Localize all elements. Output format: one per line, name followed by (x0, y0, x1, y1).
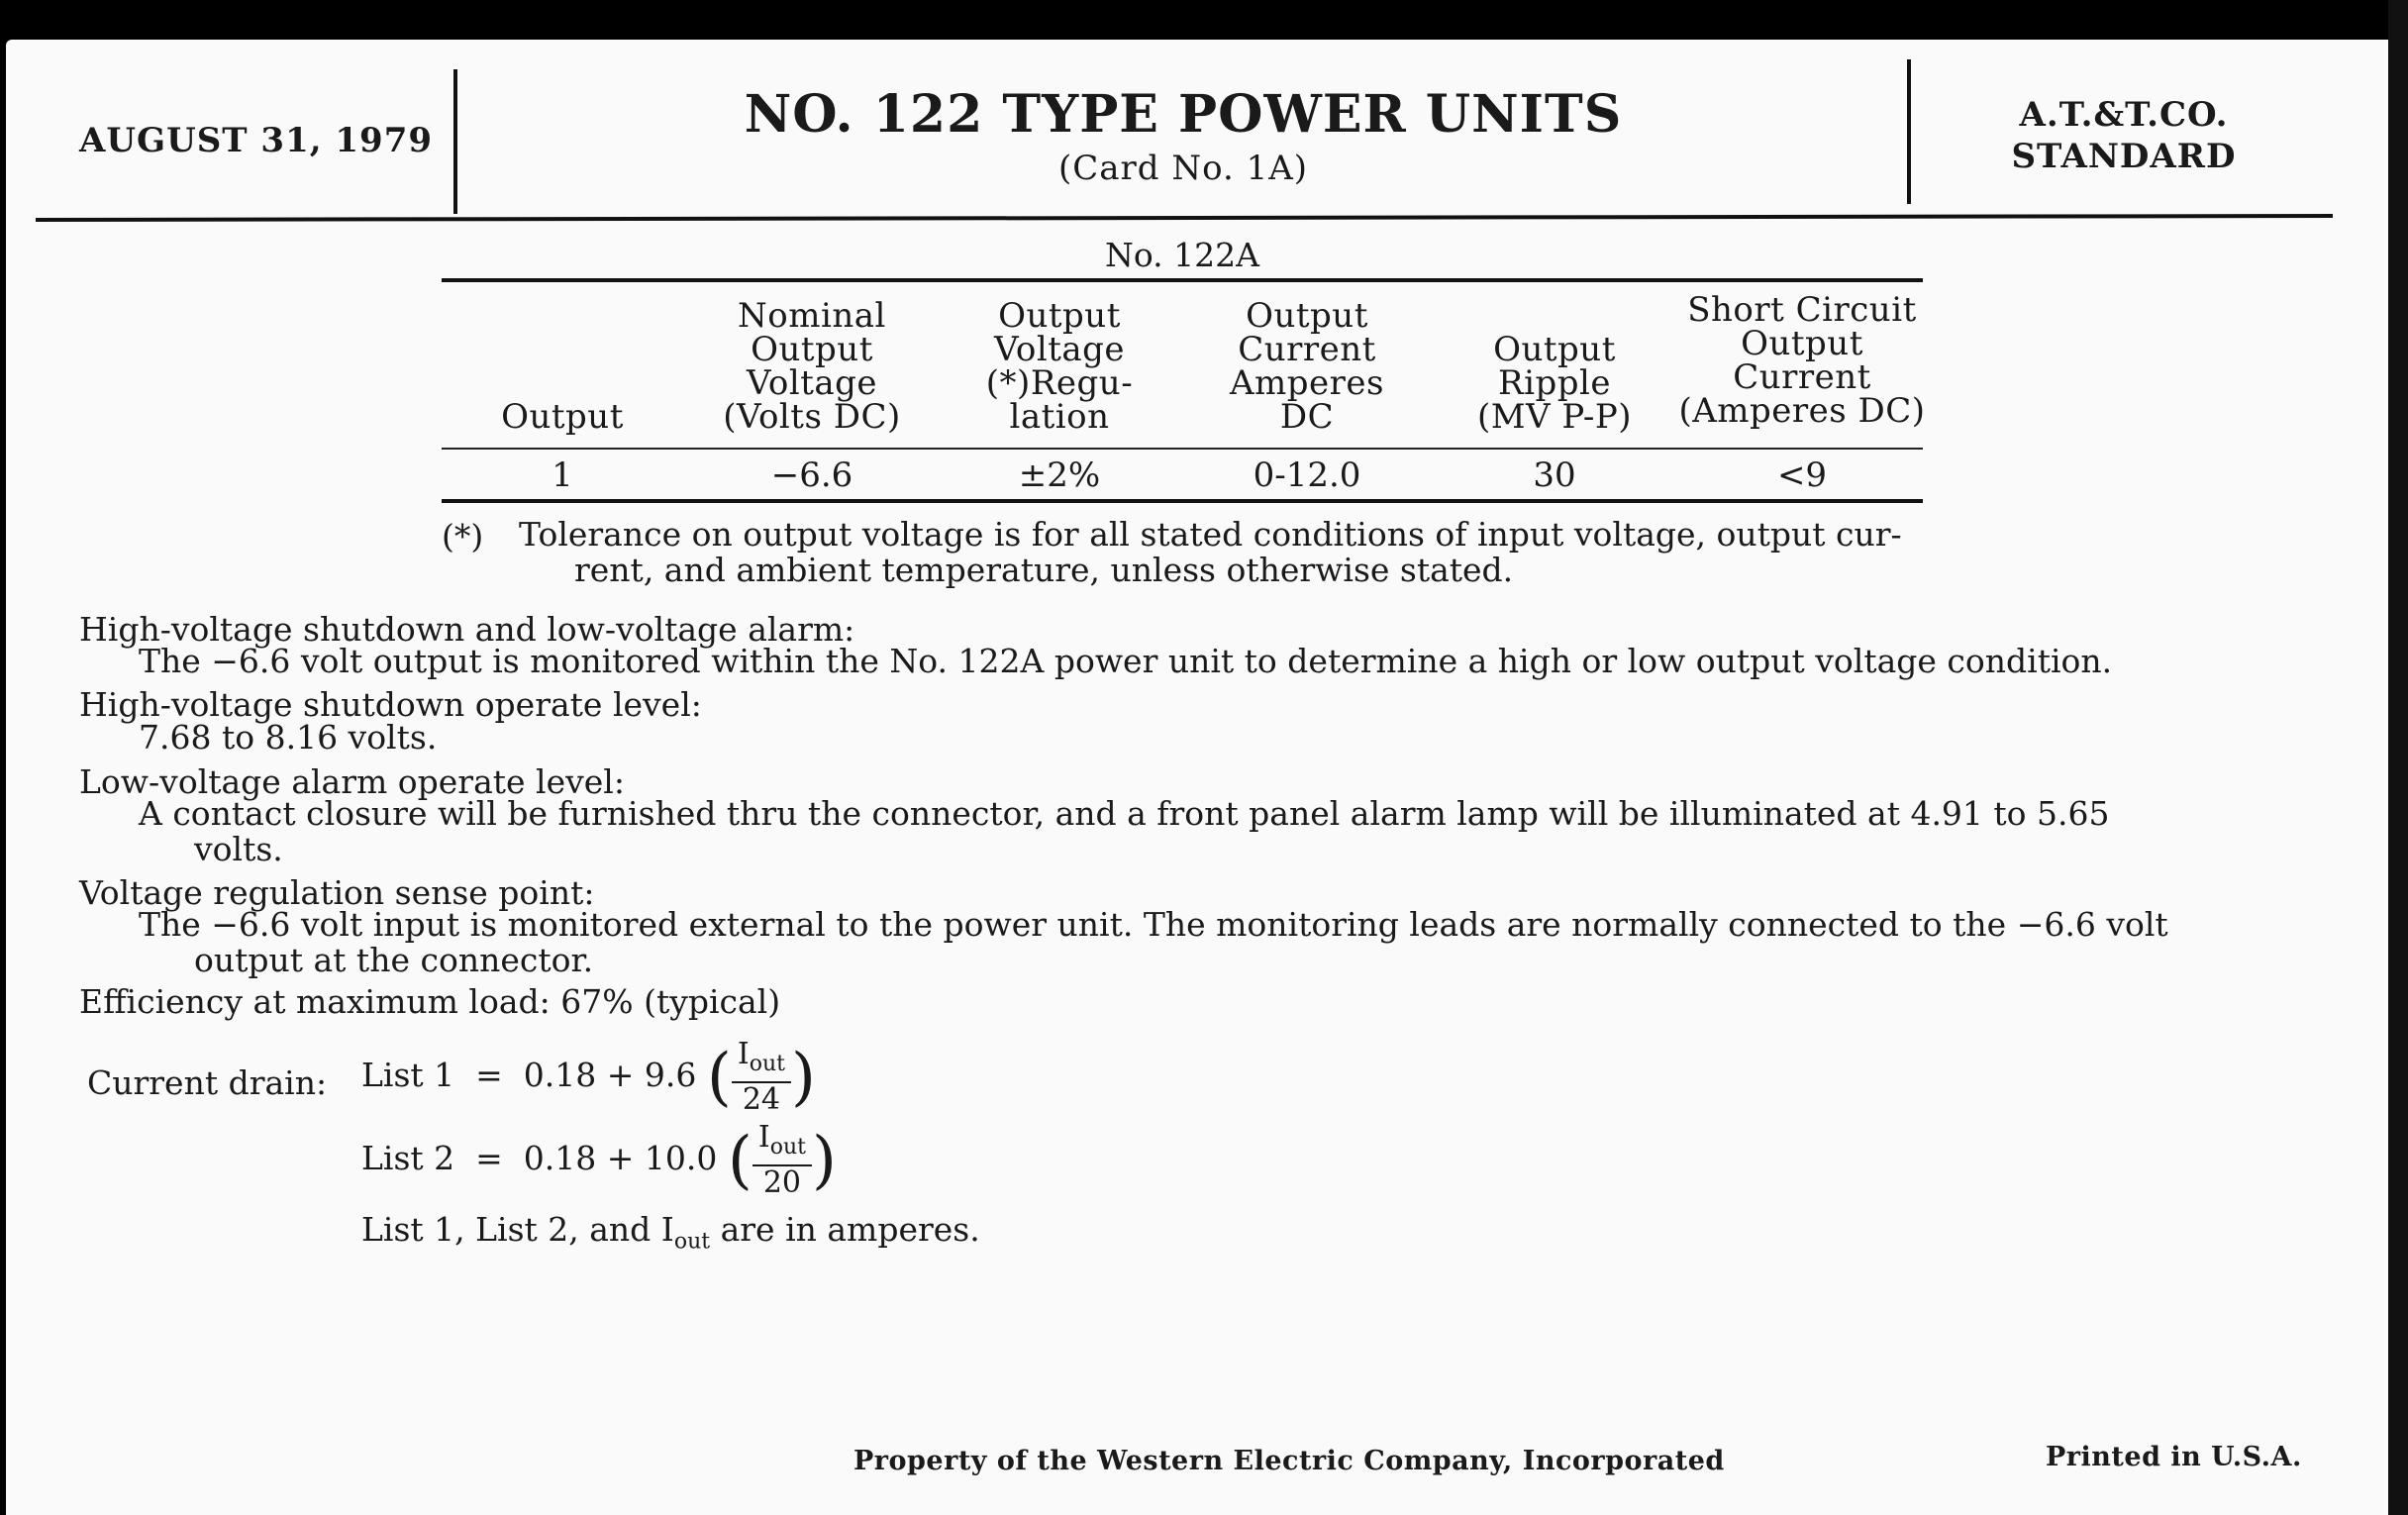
sense-label: Voltage regulation sense point: (79, 873, 595, 912)
table-bottom-rule (442, 499, 1923, 503)
lv-level-line-1: A contact closure will be furnished thru the connector, and a front panel alarm lamp will be illuminated at 4.91 to 5.65 (139, 794, 2110, 833)
lv-level-line-2: volts. (194, 830, 283, 868)
eq2-lhs: List 2 (361, 1139, 455, 1177)
header-text: Output (1493, 330, 1616, 369)
header-text: Current (1238, 330, 1376, 369)
header-text: Voltage (993, 330, 1126, 369)
standard-line-2: STANDARD (2011, 137, 2237, 176)
header-text: Voltage (746, 363, 878, 403)
col-header-regulation (951, 296, 1168, 437)
col-header-ripple (1446, 330, 1663, 437)
standard-block (1916, 94, 2332, 177)
cell-nominal: −6.6 (770, 455, 853, 495)
header-text: lation (1009, 397, 1110, 437)
paren-open: ( (727, 1124, 752, 1197)
eq1-numerator (732, 1038, 791, 1083)
eq1-denominator: 24 (742, 1082, 780, 1117)
units-note-text: List 1, List 2, and I (361, 1210, 674, 1249)
page-title: NO. 122 TYPE POWER UNITS (744, 84, 1623, 145)
col-header-current (1188, 296, 1426, 437)
paren-close: ) (790, 1041, 816, 1114)
cell-output: 1 (552, 455, 573, 495)
table-top-rule (442, 278, 1923, 282)
header-text: Ripple (1498, 363, 1611, 403)
numerator-subscript: out (769, 1135, 806, 1160)
units-note-subscript: out (673, 1229, 711, 1255)
equation-list-2 (361, 1121, 837, 1200)
cell-ripple: 30 (1533, 455, 1576, 495)
page-subtitle: (Card No. 1A) (1057, 149, 1309, 188)
col-header-short-circuit (1675, 290, 1929, 431)
footer-property: Property of the Western Electric Company, Incorporated (853, 1446, 1725, 1476)
footnote-mark: (*) (442, 517, 484, 556)
eq2-rhs: 0.18 + 10.0 (523, 1139, 718, 1177)
eq1-fraction (732, 1038, 791, 1117)
hv-alarm-label: High-voltage shutdown and low-voltage alarm: (79, 610, 855, 649)
eq1-lhs: List 1 (361, 1056, 455, 1094)
cell-short-circuit: <9 (1776, 455, 1828, 495)
equals-sign: = (464, 1056, 524, 1094)
lv-level-label: Low-voltage alarm operate level: (79, 762, 625, 801)
header-date: AUGUST 31, 1979 (79, 121, 434, 160)
equation-list-1 (361, 1038, 816, 1117)
paren-close: ) (811, 1124, 837, 1197)
header-text: Output (751, 330, 873, 369)
header-text: DC (1279, 397, 1335, 437)
footer-printed: Printed in U.S.A. (2046, 1442, 2302, 1472)
efficiency-text: Efficiency at maximum load: 67% (typical) (79, 982, 781, 1021)
header-text: Short Circuit (1687, 290, 1917, 330)
units-note-text-end: are in amperes. (710, 1210, 980, 1249)
eq2-fraction (752, 1121, 812, 1200)
hv-level-label: High-voltage shutdown operate level: (79, 685, 702, 724)
header-text: (Amperes DC) (1678, 391, 1926, 431)
footnote-line-2: rent, and ambient temperature, unless otherwise stated. (574, 551, 1514, 589)
col-header-nominal (693, 296, 931, 437)
cell-regulation: ±2% (1018, 455, 1101, 495)
hv-alarm-text: The −6.6 volt output is monitored within the No. 122A power unit to determine a high or low output voltage condition. (139, 642, 2113, 680)
cell-current: 0-12.0 (1253, 455, 1361, 495)
sense-line-2: output at the connector. (194, 941, 594, 979)
numerator-symbol: I (757, 1120, 770, 1155)
header-text: Nominal (738, 296, 886, 336)
header-divider-right (1907, 59, 1911, 204)
header-text: Output (998, 296, 1121, 336)
footnote-line-1: Tolerance on output voltage is for all stated conditions of input voltage, output cur- (519, 515, 1902, 554)
table-header-rule (442, 448, 1923, 450)
header-text: Current (1733, 357, 1871, 397)
header-text: Output (1741, 324, 1863, 363)
numerator-symbol: I (737, 1037, 750, 1071)
lv-level-text (139, 796, 2287, 867)
header-text: (MV P-P) (1476, 397, 1633, 437)
header-text: Output (1246, 296, 1368, 336)
header-text: Amperes (1229, 363, 1384, 403)
eq2-denominator: 20 (762, 1165, 801, 1200)
sense-line-1: The −6.6 volt input is monitored external to the power unit. The monitoring leads are normally connected to the −6.6 volt (139, 905, 2168, 944)
header-text: (Volts DC) (723, 397, 901, 437)
current-drain-label: Current drain: (87, 1063, 328, 1102)
eq1-rhs: 0.18 + 9.6 (523, 1056, 697, 1094)
sense-text (139, 907, 2287, 978)
paren-open: ( (706, 1041, 732, 1114)
col-header-output: Output (501, 397, 624, 437)
table-caption: No. 122A (1105, 236, 1259, 274)
header-text: (*)Regu- (985, 363, 1134, 403)
card-edge-shadow (2388, 0, 2408, 1515)
hv-level-text: 7.68 to 8.16 volts. (139, 718, 438, 757)
eq2-numerator (752, 1121, 812, 1166)
units-note (361, 1210, 980, 1255)
numerator-subscript: out (749, 1052, 785, 1076)
footnote (519, 517, 1925, 588)
equals-sign: = (464, 1139, 524, 1177)
standard-line-1: A.T.&T.CO. (2019, 95, 2229, 135)
